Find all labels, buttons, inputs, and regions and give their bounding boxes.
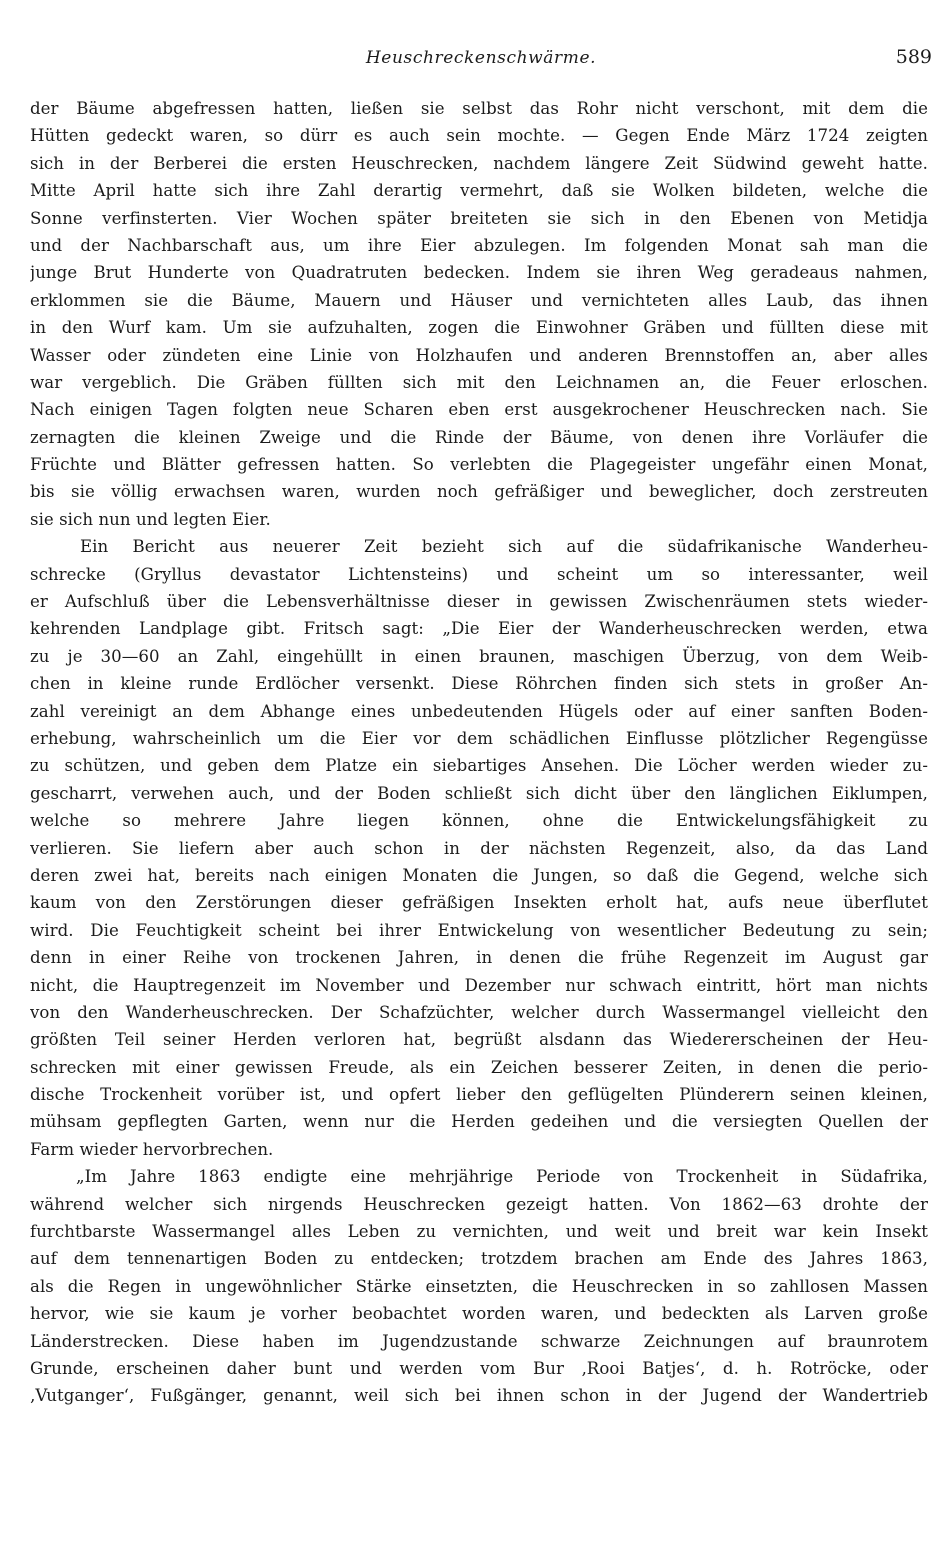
text-line: kehrenden Landplage gibt. Fritsch sagt: „Die Eier der Wanderheuschrecken werden, etwa (30, 619, 928, 639)
text-line: schrecken mit einer gewissen Freude, als ein Zeichen besserer Zeiten, in denen die perio- (30, 1057, 928, 1077)
text-line: kaum von den Zerstörungen dieser gefräßigen Insekten erholt hat, aufs neue überflutet (30, 893, 928, 913)
text-line: chen in kleine runde Erdlöcher versenkt. Diese Röhrchen finden sich stets in großer An- (30, 674, 928, 694)
text-line: furchtbarste Wassermangel alles Leben zu vernichten, und weit und breit war kein Insekt (30, 1222, 928, 1242)
text-line: der Bäume abgefressen hatten, ließen sie selbst das Rohr nicht verschont, mit dem die (30, 99, 928, 118)
text-line: bis sie völlig erwachsen waren, wurden noch gefräßiger und beweglicher, doch zerstreuten (30, 482, 928, 502)
text-line: Grunde, erscheinen daher bunt und werden vom Bur ‚Rooi Batjes‘, d. h. Rotröcke, oder (30, 1358, 928, 1378)
text-line: welche so mehrere Jahre liegen können, ohne die Entwickelungsfähigkeit zu (30, 811, 928, 831)
text-line: denn in einer Reihe von trockenen Jahren, in denen die frühe Regenzeit im August gar (30, 948, 928, 968)
running-title: Heuschreckenschwärme. (365, 48, 597, 68)
text-line: Länderstrecken. Diese haben im Jugendzustande schwarze Zeichnungen auf braunrotem (30, 1331, 928, 1351)
text-line: zahl vereinigt an dem Abhange eines unbedeutenden Hügels oder auf einer sanften Boden- (30, 701, 928, 721)
text-line: er Aufschluß über die Lebensverhältnisse dieser in gewissen Zwischenräumen stets wieder- (30, 592, 928, 612)
body-text (30, 95, 928, 1410)
text-line: erhebung, wahrscheinlich um die Eier vor dem schädlichen Einflusse plötzlicher Regengüsse (30, 728, 928, 748)
text-line: von den Wanderheuschrecken. Der Schafzüchter, welcher durch Wassermangel vielleicht den (30, 1002, 928, 1022)
text-line: zu je 30—60 an Zahl, eingehüllt in einen braunen, maschigen Überzug, von dem Weib- (30, 646, 928, 666)
text-line: Früchte und Blätter gefressen hatten. So verlebten die Plagegeister ungefähr einen Monat, (30, 455, 928, 475)
text-line: mühsam gepflegten Garten, wenn nur die Herden gedeihen und die versiegten Quellen der (30, 1112, 928, 1132)
text-line: wird. Die Feuchtigkeit scheint bei ihrer Entwickelung von wesentlicher Bedeutung zu sein; (30, 920, 928, 940)
text-line: erklommen sie die Bäume, Mauern und Häuser und vernichteten alles Laub, das ihnen (30, 290, 928, 310)
text-line: während welcher sich nirgends Heuschrecken gezeigt hatten. Von 1862—63 drohte der (30, 1194, 928, 1214)
text-line: sich in der Berberei die ersten Heuschrecken, nachdem längere Zeit Südwind geweht hatte. (30, 153, 928, 173)
text-line: deren zwei hat, bereits nach einigen Monaten die Jungen, so daß die Gegend, welche sich (30, 865, 928, 885)
text-line: hervor, wie sie kaum je vorher beobachtet worden waren, und bedeckten als Larven große (30, 1304, 928, 1324)
text-line: zernagten die kleinen Zweige und die Rinde der Bäume, von denen ihre Vorläufer die (30, 427, 928, 447)
text-line: ‚Vutganger‘, Fußgänger, genannt, weil sich bei ihnen schon in der Jugend der Wandertrieb (30, 1386, 928, 1406)
text-line: Nach einigen Tagen folgten neue Scharen eben erst ausgekrochener Heuschrecken nach. Sie (30, 400, 928, 420)
text-line: sie sich nun und legten Eier. (30, 509, 271, 529)
running-header (30, 48, 932, 74)
text-line: Wasser oder zündeten eine Linie von Holzhaufen und anderen Brennstoffen an, aber alles (30, 345, 928, 365)
text-line: Hütten gedeckt waren, so dürr es auch sein mochte. — Gegen Ende März 1724 zeigten (30, 126, 928, 146)
text-line: Mitte April hatte sich ihre Zahl derartig vermehrt, daß sie Wolken bildeten, welche die (30, 181, 928, 201)
text-line: als die Regen in ungewöhnlicher Stärke einsetzten, die Heuschrecken in so zahllosen Massen (30, 1276, 928, 1296)
text-line: nicht, die Hauptregenzeit im November und Dezember nur schwach eintritt, hört man nichts (30, 975, 928, 995)
text-line: Farm wieder hervorbrechen. (30, 1139, 274, 1159)
text-line: junge Brut Hunderte von Quadratruten bedecken. Indem sie ihren Weg geradeaus nahmen, (30, 263, 928, 283)
text-line: war vergeblich. Die Gräben füllten sich mit den Leichnamen an, die Feuer erloschen. (30, 372, 928, 392)
text-line: „Im Jahre 1863 endigte eine mehrjährige Periode von Trockenheit in Südafrika, (76, 1167, 928, 1187)
text-line: Ein Bericht aus neuerer Zeit bezieht sich auf die südafrikanische Wanderheu- (80, 537, 928, 557)
text-line: größten Teil seiner Herden verloren hat, begrüßt alsdann das Wiedererscheinen der Heu- (30, 1030, 928, 1050)
text-line: dische Trockenheit vorüber ist, und opfert lieber den geflügelten Plünderern seinen kleinen, (30, 1085, 928, 1105)
text-line: zu schützen, und geben dem Platze ein siebartiges Ansehen. Die Löcher werden wieder zu- (30, 756, 928, 776)
page-number: 589 (895, 46, 932, 68)
text-line: auf dem tennenartigen Boden zu entdecken; trotzdem brachen am Ende des Jahres 1863, (30, 1249, 928, 1269)
text-line: und der Nachbarschaft aus, um ihre Eier abzulegen. Im folgenden Monat sah man die (30, 235, 928, 255)
text-line: in den Wurf kam. Um sie aufzuhalten, zogen die Einwohner Gräben und füllten diese mit (30, 318, 928, 338)
text-line: schrecke (Gryllus devastator Lichtensteins) und scheint um so interessanter, weil (30, 564, 928, 584)
text-line: Sonne verfinsterten. Vier Wochen später breiteten sie sich in den Ebenen von Metidja (30, 208, 928, 228)
text-line: gescharrt, verwehen auch, und der Boden schließt sich dicht über den länglichen Eiklumpen, (30, 783, 928, 803)
text-line: verlieren. Sie liefern aber auch schon in der nächsten Regenzeit, also, da das Land (30, 838, 928, 858)
